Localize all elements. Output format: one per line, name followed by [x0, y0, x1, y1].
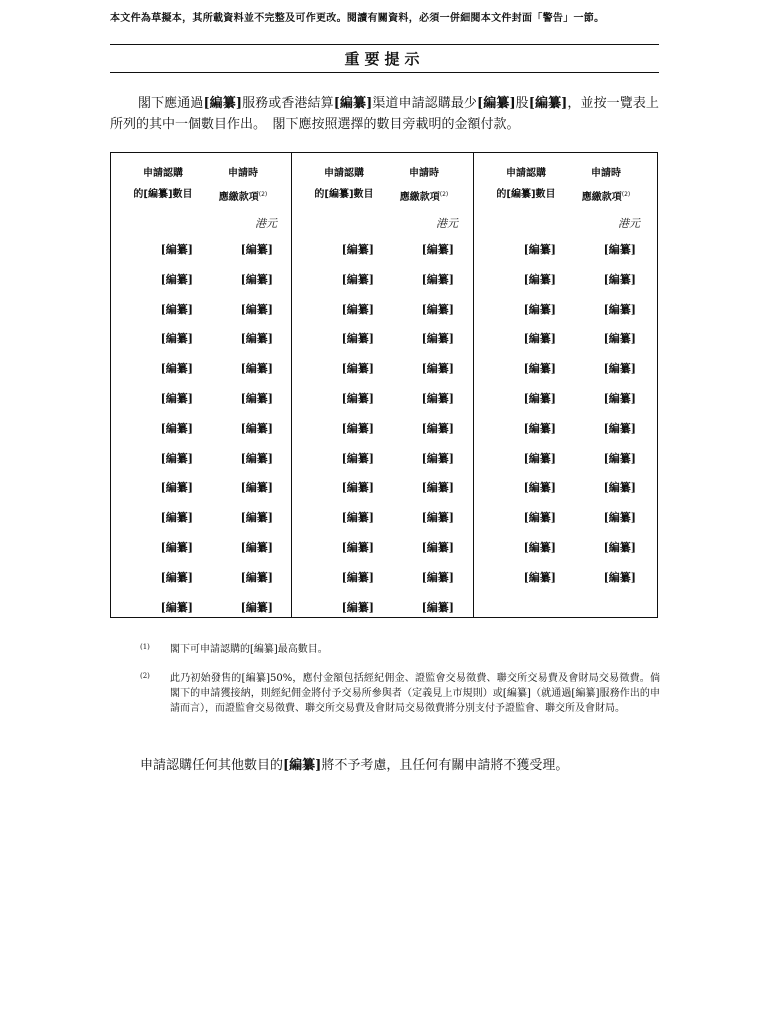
- table-cell-amount: [編纂]: [240, 511, 273, 525]
- table-cell-amount: [編纂]: [421, 511, 454, 525]
- table-cell-shares: [編纂]: [523, 332, 556, 346]
- title-rule-bottom: [110, 72, 659, 73]
- header-text: 申請認購: [506, 168, 546, 179]
- redacted-text: [編纂]: [333, 96, 373, 111]
- intro-text: 閣下應通過: [138, 96, 204, 111]
- table-cell-shares: [編纂]: [523, 272, 556, 286]
- table-cell-shares: [編纂]: [160, 362, 193, 376]
- table-cell-amount: [編纂]: [421, 243, 454, 256]
- table-cell-amount: [編纂]: [603, 570, 636, 584]
- header-text: 申請時: [228, 168, 258, 179]
- table-column-group: [111, 153, 291, 617]
- header-text: 應繳款項: [218, 192, 259, 203]
- table-cell-shares: [編纂]: [160, 243, 193, 256]
- table-cell-shares: [編纂]: [160, 302, 193, 316]
- table-cell-amount: [編纂]: [240, 362, 273, 376]
- table-cell-shares: [編纂]: [160, 392, 193, 405]
- redacted-text: [編纂]: [203, 96, 242, 111]
- table-cell-amount: [編纂]: [603, 481, 636, 495]
- header-text: 申請認購: [324, 168, 364, 179]
- title-rule-top: [110, 44, 659, 45]
- page-title: 重要提示: [344, 50, 425, 68]
- table-cell-amount: [編纂]: [421, 541, 454, 554]
- header-amount-payable: [384, 163, 464, 208]
- table-cell-amount: [編纂]: [240, 332, 273, 346]
- table-cell-shares: [編纂]: [523, 362, 556, 376]
- redacted-text: [編纂]: [477, 96, 516, 111]
- table-cell-amount: [編纂]: [421, 362, 454, 376]
- closing-paragraph: [140, 757, 660, 775]
- footnote-text: 閣下可申請認購的[編纂]最高數目。: [170, 644, 328, 655]
- table-cell-shares: [編纂]: [523, 481, 556, 495]
- table-cell-shares: [編纂]: [341, 541, 374, 554]
- table-cell-shares: [編纂]: [341, 392, 374, 405]
- table-cell-amount: [編纂]: [603, 272, 636, 286]
- intro-text: 渠道申請認購最少: [372, 96, 478, 111]
- header-text: 的[編纂]數目: [314, 189, 374, 200]
- footnote-text: 此乃初始發售的[編纂]50%，應付金額包括經紀佣金、證監會交易徵費、聯交所交易費及會財局交易徵費。倘 閣下的申請獲接納，則經紀佣金將付予交易所參與者（定義見上市規則）或[編纂]（就通過[編纂]服務作出的申請而言），而證監會交易徵費、聯交所交易費及會財局交易徵費將分別支付予證監會、聯交所及會財局。: [170, 673, 670, 714]
- table-cell-shares: [編纂]: [523, 451, 556, 465]
- table-cell-amount: [編纂]: [240, 451, 273, 465]
- table-cell-shares: [編纂]: [160, 451, 193, 465]
- table-cell-amount: [編纂]: [240, 421, 273, 435]
- header-text: 的[編纂]數目: [133, 189, 193, 200]
- intro-text: ，並按一覽表上所列的其中一個數目作出。 閣下應按照選擇的數目旁載明的金額付款。: [110, 96, 659, 132]
- table-cell-shares: [編纂]: [341, 421, 374, 435]
- table-cell-amount: [編纂]: [240, 272, 273, 286]
- table-cell-amount: [編纂]: [421, 600, 454, 614]
- closing-text: 將不予考慮，且任何有關申請將不獲受理。: [321, 758, 569, 773]
- table-cell-amount: [編纂]: [240, 570, 273, 584]
- table-cell-shares: [編纂]: [160, 272, 193, 286]
- intro-paragraph: [110, 93, 659, 135]
- footnote-mark: (1): [140, 643, 150, 651]
- table-cell-amount: [編纂]: [603, 302, 636, 316]
- header-text: 申請時: [591, 168, 621, 179]
- header-number-of-shares: [486, 163, 566, 205]
- table-cell-amount: [編纂]: [421, 392, 454, 405]
- table-cell-shares: [編纂]: [523, 392, 556, 405]
- table-cell-amount: [編纂]: [240, 302, 273, 316]
- header-text: 申請認購: [143, 168, 183, 179]
- table-cell-amount: [編纂]: [421, 302, 454, 316]
- table-cell-amount: [編纂]: [603, 243, 636, 256]
- table-cell-amount: [編纂]: [603, 362, 636, 376]
- table-cell-amount: [編纂]: [240, 243, 273, 256]
- table-cell-shares: [編纂]: [341, 451, 374, 465]
- table-cell-amount: [編纂]: [240, 600, 273, 614]
- footnote-ref: (2): [439, 191, 449, 198]
- table-cell-shares: [編纂]: [523, 302, 556, 316]
- currency-unit: 港元: [436, 217, 458, 230]
- table-cell-shares: [編纂]: [523, 570, 556, 584]
- table-cell-amount: [編纂]: [421, 421, 454, 435]
- header-amount-payable: [566, 163, 646, 208]
- header-text: 應繳款項: [399, 192, 440, 203]
- header-text: 的[編纂]數目: [496, 189, 556, 200]
- closing-text: 申請認購任何其他數目的: [140, 758, 284, 773]
- table-cell-shares: [編纂]: [160, 541, 193, 554]
- intro-text: 股: [515, 96, 529, 111]
- table-cell-shares: [編纂]: [160, 511, 193, 525]
- header-text: 申請時: [409, 168, 439, 179]
- application-table: [110, 152, 658, 618]
- table-cell-shares: [編纂]: [523, 421, 556, 435]
- footnote-mark: (2): [140, 672, 150, 680]
- table-cell-shares: [編纂]: [341, 362, 374, 376]
- table-cell-amount: [編纂]: [603, 541, 636, 554]
- table-cell-amount: [編纂]: [421, 332, 454, 346]
- table-cell-shares: [編纂]: [341, 272, 374, 286]
- table-column-group: [291, 153, 474, 617]
- table-cell-amount: [編纂]: [603, 332, 636, 346]
- table-cell-amount: [編纂]: [421, 272, 454, 286]
- table-cell-amount: [編纂]: [421, 570, 454, 584]
- table-column-group: [473, 153, 660, 617]
- table-cell-shares: [編纂]: [523, 541, 556, 554]
- table-cell-amount: [編纂]: [421, 451, 454, 465]
- table-cell-shares: [編纂]: [341, 243, 374, 256]
- header-text: 應繳款項: [581, 192, 622, 203]
- table-cell-amount: [編纂]: [603, 421, 636, 435]
- footnote-ref: (2): [258, 191, 268, 198]
- table-cell-amount: [編纂]: [603, 511, 636, 525]
- redacted-text: [編纂]: [528, 96, 568, 111]
- table-cell-shares: [編纂]: [523, 511, 556, 525]
- table-cell-amount: [編纂]: [240, 541, 273, 554]
- currency-unit: 港元: [618, 217, 640, 230]
- table-cell-shares: [編纂]: [341, 511, 374, 525]
- currency-unit: 港元: [255, 217, 277, 230]
- table-cell-shares: [編纂]: [523, 243, 556, 256]
- table-cell-amount: [編纂]: [421, 481, 454, 495]
- table-cell-shares: [編纂]: [341, 570, 374, 584]
- table-cell-shares: [編纂]: [160, 570, 193, 584]
- header-number-of-shares: [304, 163, 384, 205]
- redacted-text: [編纂]: [283, 758, 322, 773]
- table-cell-amount: [編纂]: [603, 392, 636, 405]
- table-cell-shares: [編纂]: [341, 481, 374, 495]
- intro-text: 服務或香港結算: [242, 96, 334, 111]
- header-amount-payable: [203, 163, 283, 208]
- header-number-of-shares: [123, 163, 203, 205]
- table-cell-shares: [編纂]: [160, 332, 193, 346]
- table-cell-shares: [編纂]: [160, 481, 193, 495]
- table-cell-shares: [編纂]: [160, 421, 193, 435]
- table-cell-shares: [編纂]: [341, 332, 374, 346]
- table-cell-shares: [編纂]: [341, 600, 374, 614]
- table-cell-shares: [編纂]: [341, 302, 374, 316]
- table-cell-amount: [編纂]: [603, 451, 636, 465]
- draft-warning: 本文件為草擬本，其所載資料並不完整及可作更改。閱讀有關資料，必須一併細閱本文件封面「警告」一節。: [110, 13, 605, 24]
- table-cell-shares: [編纂]: [160, 600, 193, 614]
- table-cell-amount: [編纂]: [240, 392, 273, 405]
- table-cell-amount: [編纂]: [240, 481, 273, 495]
- footnote-ref: (2): [621, 191, 631, 198]
